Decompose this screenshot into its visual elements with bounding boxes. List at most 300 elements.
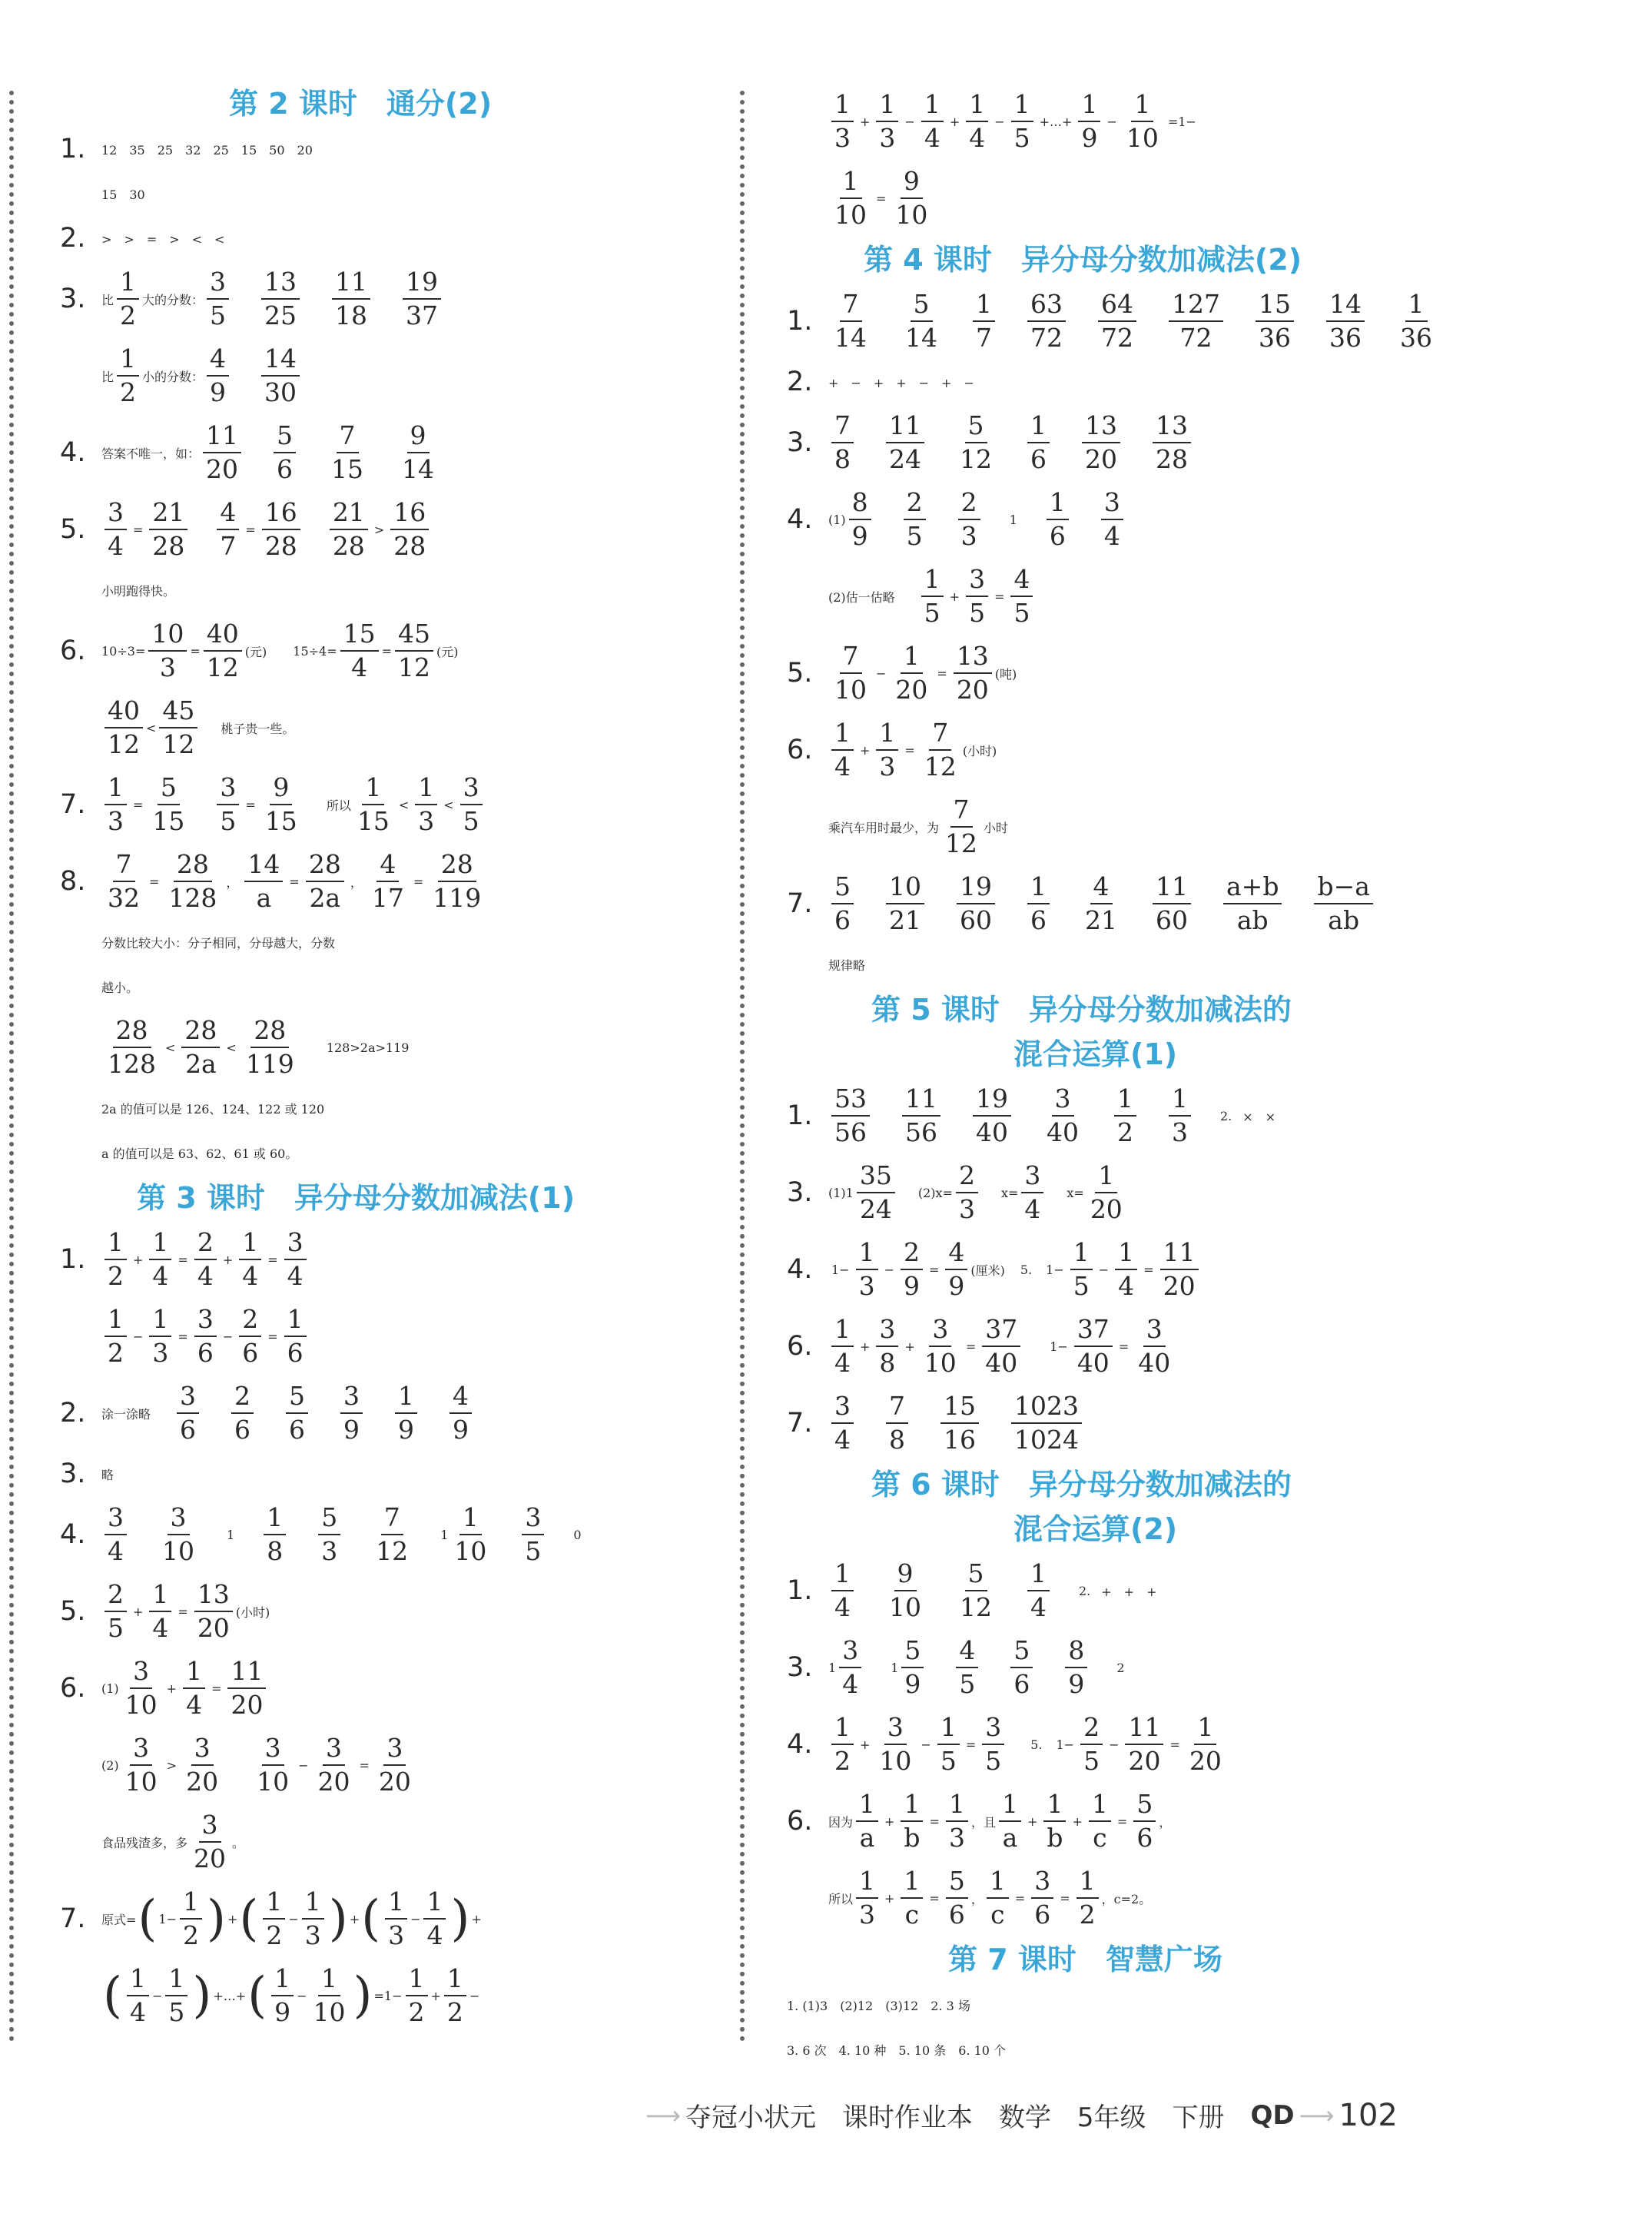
- numerator: 3: [104, 1503, 127, 1535]
- operator: =: [994, 589, 1005, 604]
- denominator: 5: [1013, 123, 1030, 153]
- question-number: 4.: [787, 504, 813, 535]
- denominator: 3: [152, 1338, 169, 1368]
- numerator: 1: [999, 1790, 1021, 1822]
- denominator: 20: [378, 1767, 411, 1797]
- numerator: 1: [831, 90, 854, 122]
- denominator: 4: [1024, 1194, 1041, 1224]
- fraction: [946, 1867, 968, 1930]
- fraction: [217, 773, 239, 836]
- fraction: [831, 718, 854, 781]
- text: (2): [101, 1757, 119, 1773]
- fraction: [1123, 90, 1162, 153]
- denominator: 5: [985, 1746, 1002, 1776]
- numerator: 2: [956, 1161, 978, 1193]
- fraction: [831, 1392, 854, 1455]
- fraction: [892, 167, 930, 230]
- denominator: c: [904, 1900, 920, 1930]
- answer-item: [1024, 1559, 1053, 1622]
- fraction: [104, 1305, 127, 1368]
- fraction: [876, 90, 898, 153]
- fraction: [1114, 1084, 1136, 1147]
- denominator: 60: [1156, 905, 1188, 935]
- denominator: 10: [895, 200, 928, 230]
- expression: [828, 1315, 1023, 1378]
- numerator: 3: [876, 1315, 898, 1347]
- operator: =: [133, 522, 144, 537]
- numerator: 1: [1076, 1867, 1099, 1899]
- numerator: 1: [180, 1887, 202, 1920]
- question-number: 5.: [787, 658, 813, 689]
- text: 答案不唯一，如：: [101, 446, 201, 461]
- fraction: [876, 1315, 898, 1378]
- denominator: 4: [834, 1348, 851, 1378]
- fraction: [942, 795, 980, 858]
- answer-item: [200, 421, 244, 484]
- denominator: 24: [889, 444, 921, 474]
- numerator: 10: [148, 619, 187, 652]
- denominator: 72: [1179, 323, 1212, 353]
- paren: ): [328, 1890, 348, 1947]
- fraction: [921, 565, 944, 628]
- fraction: [284, 1305, 307, 1368]
- fraction: [340, 619, 379, 682]
- text: x=: [1000, 1185, 1019, 1200]
- question-number: 3.: [787, 1652, 813, 1683]
- fraction: [904, 488, 926, 551]
- answer-item: [1149, 872, 1194, 935]
- operator: −: [469, 1988, 480, 2003]
- numerator: 1: [1095, 1161, 1117, 1193]
- denominator: 5: [1073, 1271, 1090, 1301]
- denominator: 5: [969, 598, 986, 628]
- answer-item: [1024, 290, 1069, 353]
- fraction: [263, 1887, 285, 1950]
- fraction: [831, 1084, 870, 1147]
- denominator: 9: [904, 1271, 920, 1301]
- fraction: [264, 1503, 286, 1566]
- fraction: [415, 773, 437, 836]
- numerator: 5: [1010, 1636, 1033, 1668]
- answer-item: [955, 488, 984, 551]
- denominator: 40: [1076, 1348, 1110, 1378]
- expression: [828, 872, 1402, 935]
- answer-line: [787, 283, 1478, 360]
- denominator: 18: [335, 300, 368, 330]
- fraction: [982, 1315, 1020, 1378]
- footer-term: 下册: [1172, 2102, 1225, 2133]
- numerator: 3: [460, 773, 483, 805]
- denominator: 20: [1090, 1194, 1123, 1224]
- fraction: [451, 1503, 489, 1566]
- expression: [918, 565, 1037, 628]
- denominator: 6: [1013, 1669, 1030, 1699]
- denominator: 25: [264, 300, 297, 330]
- numerator: 3: [207, 267, 229, 300]
- numerator: 1: [385, 1887, 407, 1920]
- fraction: [966, 565, 988, 628]
- operator: ，: [226, 874, 239, 890]
- numerator: 11: [886, 411, 924, 443]
- denominator: 2: [108, 1261, 124, 1291]
- operator: =: [929, 1262, 940, 1277]
- denominator: 3: [388, 1920, 405, 1950]
- operator: =: [359, 1757, 370, 1773]
- question-number: 4.: [60, 437, 86, 468]
- numerator: 3: [884, 1713, 907, 1745]
- fraction: [395, 619, 433, 682]
- numerator: 13: [1082, 411, 1120, 443]
- text: (元): [436, 644, 459, 659]
- answer-line: [60, 766, 721, 843]
- numerator: 3: [191, 1734, 214, 1766]
- question-number: 1.: [60, 134, 86, 164]
- paren: ): [450, 1890, 470, 1947]
- denominator: 20: [206, 454, 239, 484]
- numerator: 1: [946, 1790, 968, 1822]
- fraction: [1326, 290, 1365, 353]
- numerator: 1: [271, 1964, 294, 1996]
- operator: −: [884, 1262, 894, 1277]
- denominator: 28: [152, 531, 185, 561]
- fraction: [207, 267, 229, 330]
- fraction: [886, 872, 924, 935]
- answer-item: [828, 1084, 873, 1147]
- expression: [828, 718, 963, 781]
- expression: [327, 498, 432, 561]
- paren: (: [247, 1967, 267, 2024]
- question-number: 7.: [787, 1408, 813, 1439]
- expression: [996, 1790, 1159, 1853]
- numerator: 2: [231, 1382, 254, 1414]
- expression: [828, 1238, 970, 1301]
- answer-item: [204, 267, 232, 330]
- numerator: 13: [1153, 411, 1191, 443]
- fraction: [328, 421, 367, 484]
- denominator: 3: [159, 652, 176, 682]
- denominator: 10: [257, 1767, 290, 1797]
- answer-item: [1323, 290, 1368, 353]
- numerator: 11: [227, 1657, 266, 1689]
- numerator: 19: [957, 872, 995, 904]
- answer-line: [60, 1957, 721, 2034]
- expression: [101, 773, 191, 836]
- fraction: [159, 696, 197, 759]
- denominator: 6: [1030, 444, 1047, 474]
- numerator: 28: [250, 1016, 289, 1048]
- operator: 1−: [1050, 1339, 1068, 1354]
- footer-arrow-icon: ⟶: [645, 2100, 681, 2130]
- expression: [1043, 1238, 1201, 1301]
- fraction: [1043, 1084, 1082, 1147]
- fraction: [1115, 1238, 1137, 1301]
- answer-line: [60, 337, 721, 414]
- fraction: [886, 1392, 908, 1455]
- fraction: [181, 1016, 220, 1079]
- operator: −: [876, 665, 887, 681]
- denominator: 36: [1400, 323, 1432, 353]
- denominator: 5: [1083, 1746, 1100, 1776]
- denominator: 9: [398, 1415, 415, 1445]
- text: 。: [232, 1835, 245, 1850]
- fraction: [385, 1887, 407, 1950]
- question-number: 1.: [787, 1100, 813, 1131]
- answer-line: [60, 1452, 721, 1496]
- denominator: 10: [1126, 123, 1159, 153]
- answer-item: [954, 872, 998, 935]
- denominator: 12: [108, 729, 140, 759]
- numerator: 64: [1098, 290, 1136, 322]
- operator: −: [166, 1911, 177, 1926]
- numerator: 2: [104, 1580, 127, 1612]
- numerator: 3: [383, 1734, 406, 1766]
- answer-line: [787, 1783, 1478, 1860]
- text: (小时): [962, 743, 997, 758]
- fraction: [902, 290, 940, 353]
- expression: [119, 1734, 224, 1797]
- numerator: 1: [104, 773, 127, 805]
- footer-arrow-icon-2: ⟶: [1299, 2100, 1335, 2130]
- fraction: [243, 1016, 297, 1079]
- text: 5.: [1030, 1737, 1043, 1752]
- answer-line: [60, 843, 721, 920]
- denominator: 10: [313, 1997, 346, 2027]
- fraction: [831, 872, 854, 935]
- operator: =: [1118, 1339, 1130, 1354]
- section-title-lesson-2: 第 2 课时 通分(2): [229, 87, 493, 121]
- text: (吨): [994, 666, 1017, 682]
- numerator: 5: [831, 872, 854, 904]
- answer-item: [901, 488, 929, 551]
- numerator: 19: [403, 267, 441, 300]
- denominator: 3: [879, 123, 896, 153]
- fraction: [395, 1382, 417, 1445]
- answer-item: [1220, 872, 1285, 935]
- denominator: 4: [1030, 1592, 1047, 1622]
- fraction: [1027, 411, 1050, 474]
- denominator: 36: [1259, 323, 1291, 353]
- answer-line: [60, 920, 721, 964]
- numerator: 10: [886, 872, 924, 904]
- fraction: [286, 1382, 308, 1445]
- text: (1): [828, 512, 846, 527]
- answer-item: [899, 290, 944, 353]
- denominator: a: [1002, 1823, 1018, 1853]
- fraction: [1047, 488, 1069, 551]
- question-number: 7.: [60, 789, 86, 820]
- expression: [828, 1713, 1007, 1776]
- numerator: 1: [444, 1964, 466, 1996]
- fraction: [956, 1161, 978, 1224]
- answer-item: [1095, 290, 1139, 353]
- operator: +: [166, 1681, 177, 1696]
- fraction: [306, 850, 344, 913]
- fraction: [1256, 290, 1294, 353]
- expression: [101, 1016, 300, 1079]
- paren: (: [239, 1890, 259, 1947]
- answer-item: [883, 411, 927, 474]
- denominator: 6: [277, 454, 294, 484]
- denominator: 2: [408, 1997, 425, 2027]
- denominator: 2: [1079, 1900, 1096, 1930]
- numerator: 4: [1010, 565, 1033, 597]
- page-footer: [645, 2096, 1398, 2134]
- fraction: [901, 1636, 924, 1699]
- operator: 1: [1009, 512, 1017, 527]
- expression: [101, 1305, 310, 1368]
- numerator: 1: [840, 167, 862, 199]
- numerator: 8: [849, 488, 871, 520]
- page-number: 102: [1339, 2097, 1398, 2133]
- denominator: 72: [1101, 323, 1133, 353]
- fraction: [449, 1382, 472, 1445]
- text: 所以: [326, 798, 351, 813]
- text: + + +: [1101, 1584, 1157, 1599]
- text: 乘汽车用时最少，为: [828, 820, 940, 835]
- denominator: 5: [959, 1669, 976, 1699]
- fraction: [460, 773, 483, 836]
- answer-item: [1149, 411, 1194, 474]
- fraction: [956, 1636, 978, 1699]
- fraction: [330, 498, 368, 561]
- answer-line: [60, 1375, 721, 1452]
- denominator: 6: [287, 1338, 304, 1368]
- numerator: 1: [423, 1887, 446, 1920]
- denominator: 5: [525, 1536, 542, 1566]
- operator: −: [1098, 1262, 1110, 1277]
- fraction: [902, 1084, 940, 1147]
- denominator: a: [859, 1823, 875, 1853]
- denominator: 40: [1047, 1117, 1079, 1147]
- fraction: [340, 1382, 363, 1445]
- fraction: [122, 1734, 161, 1797]
- answer-item: [337, 1382, 366, 1445]
- mixed-number: [828, 1636, 864, 1699]
- expression: [828, 290, 1465, 353]
- expression: [853, 1867, 971, 1930]
- answer-item: [953, 1636, 981, 1699]
- fraction: [1160, 1238, 1199, 1301]
- denominator: 3: [834, 123, 851, 153]
- numerator: 3: [340, 1382, 363, 1414]
- denominator: 12: [924, 752, 957, 781]
- operator: +: [227, 1911, 238, 1926]
- answer-line: [60, 1727, 721, 1804]
- answer-item: [1166, 290, 1226, 353]
- operator: =: [190, 643, 201, 659]
- numerator: 35: [857, 1161, 895, 1193]
- answer-item: [227, 1528, 234, 1542]
- operator: =: [245, 522, 256, 537]
- numerator: 11: [902, 1084, 940, 1117]
- question-number: 3.: [60, 1458, 86, 1489]
- numerator: 5: [946, 1867, 968, 1899]
- answer-item: [1079, 411, 1123, 474]
- operator: =: [1116, 1813, 1128, 1829]
- denominator: 40: [1138, 1348, 1171, 1378]
- fraction: [901, 1867, 923, 1930]
- numerator: 1: [1114, 1084, 1136, 1117]
- fraction: [399, 421, 437, 484]
- numerator: 1: [149, 1228, 171, 1260]
- fraction: [310, 1964, 349, 2027]
- fraction: [180, 1887, 202, 1950]
- numerator: 4: [207, 344, 229, 377]
- fraction: [302, 1887, 324, 1950]
- fraction: [856, 1867, 878, 1930]
- answer-line: [787, 788, 1478, 865]
- denominator: 6: [234, 1415, 251, 1445]
- denominator: 9: [210, 377, 227, 407]
- operator: −: [994, 114, 1005, 129]
- operator: =: [177, 1329, 188, 1344]
- operator: <: [165, 1040, 176, 1055]
- numerator: 15: [1256, 290, 1294, 322]
- fraction: [203, 421, 241, 484]
- denominator: ab: [1236, 905, 1269, 935]
- numerator: 1: [117, 267, 139, 300]
- answer-line: [787, 1706, 1478, 1783]
- paren: (: [361, 1890, 381, 1947]
- fraction: [227, 1657, 266, 1720]
- denominator: 8: [889, 1425, 905, 1455]
- answer-line: [60, 1496, 721, 1573]
- denominator: 6: [197, 1338, 214, 1368]
- operator: =: [381, 643, 393, 659]
- denominator: 21: [889, 905, 921, 935]
- operator: =: [413, 874, 424, 889]
- denominator: 4: [426, 1920, 443, 1950]
- expression: [101, 850, 487, 913]
- denominator: 6: [948, 1900, 965, 1930]
- operator: −: [297, 1988, 307, 2003]
- operator: =: [937, 665, 947, 681]
- answer-item: [1079, 872, 1123, 935]
- expression: [828, 90, 1199, 153]
- mixed-number: [891, 1636, 927, 1699]
- fraction: [149, 1580, 171, 1643]
- denominator: 5: [463, 806, 479, 836]
- answer-line: [60, 216, 721, 260]
- fraction: [239, 1305, 261, 1368]
- denominator: 20: [1085, 444, 1117, 474]
- denominator: 40: [976, 1117, 1008, 1147]
- fraction: [1043, 1790, 1066, 1853]
- numerator: 7: [113, 850, 135, 882]
- section-title-lesson-5-cont: 混合运算(1): [1013, 1037, 1178, 1071]
- numerator: 21: [330, 498, 368, 530]
- numerator: 28: [174, 850, 212, 882]
- answer-item: [396, 421, 440, 484]
- question-number: 1.: [787, 306, 813, 337]
- question-number: 7.: [787, 888, 813, 919]
- denominator: 28: [1156, 444, 1188, 474]
- text: 128>2a>119: [326, 1040, 410, 1055]
- fraction: [423, 1887, 446, 1950]
- text: (1): [101, 1681, 119, 1696]
- section-title-lesson-6: 第 6 课时 异分母分数加减法的: [871, 1468, 1292, 1502]
- denominator: 6: [1136, 1823, 1153, 1853]
- denominator: 4: [351, 652, 368, 682]
- footer-brand: 夺冠小状元: [685, 2102, 816, 2133]
- denominator: 4: [1118, 1271, 1135, 1301]
- denominator: c: [1093, 1823, 1107, 1853]
- numerator: 3: [199, 1810, 221, 1843]
- operator: +: [133, 1252, 144, 1267]
- fraction: [1135, 1315, 1173, 1378]
- expression: [101, 1964, 479, 2027]
- denominator: 17: [371, 883, 404, 913]
